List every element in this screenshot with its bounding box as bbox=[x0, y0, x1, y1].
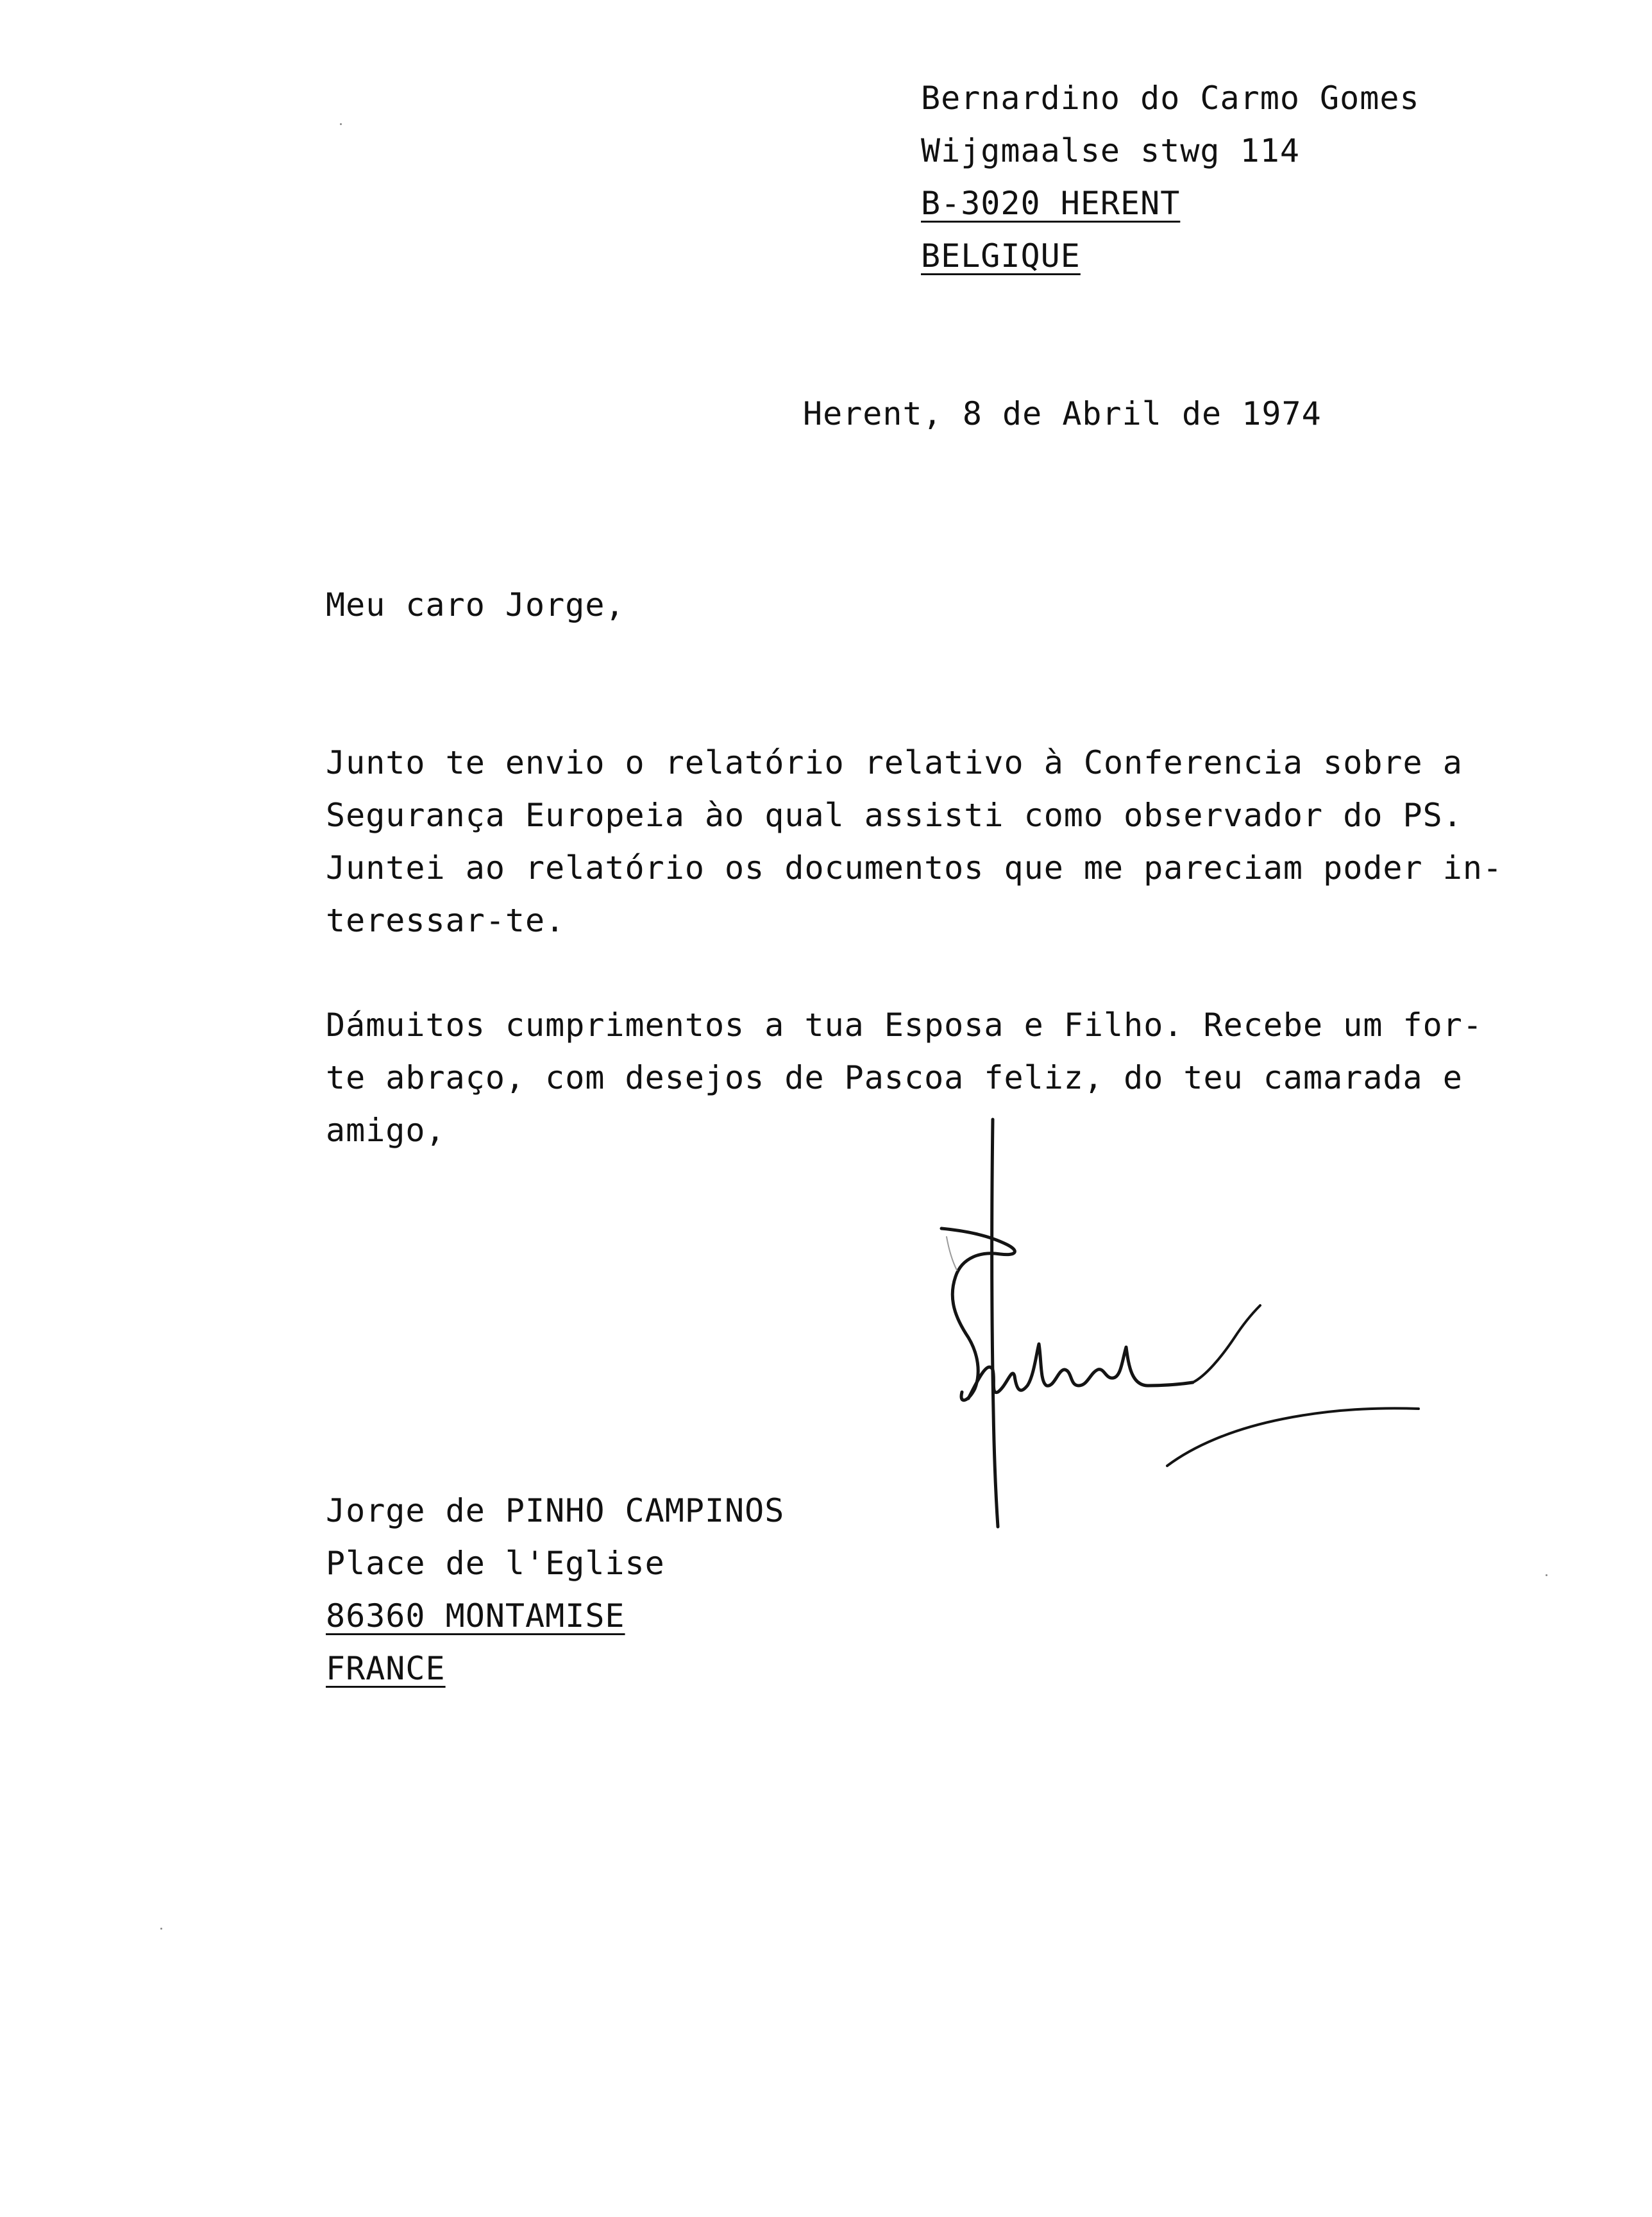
sender-name: Bernardino do Carmo Gomes bbox=[921, 80, 1420, 117]
paragraph2-line: Dámuitos cumprimentos a tua Esposa e Filho. Recebe um for- bbox=[326, 1007, 1483, 1044]
paragraph1-line: Segurança Europeia ào qual assisti como observador do PS. bbox=[326, 797, 1463, 834]
paragraph1-line: Juntei ao relatório os documentos que me pareciam poder in- bbox=[326, 849, 1503, 887]
scan-speck bbox=[1546, 1574, 1547, 1576]
sender-city: B-3020 HERENT bbox=[921, 185, 1181, 222]
recipient-street: Place de l'Eglise bbox=[326, 1545, 665, 1582]
paragraph2-line: te abraço, com desejos de Pascoa feliz, do teu camarada e bbox=[326, 1059, 1463, 1096]
recipient-city: 86360 MONTAMISE bbox=[326, 1597, 625, 1635]
scan-speck bbox=[160, 1928, 162, 1930]
paragraph1-line: teressar-te. bbox=[326, 902, 566, 939]
sender-street: Wijgmaalse stwg 114 bbox=[921, 132, 1300, 169]
salutation: Meu caro Jorge, bbox=[326, 586, 625, 624]
scan-speck bbox=[340, 123, 342, 125]
recipient-name: Jorge de PINHO CAMPINOS bbox=[326, 1492, 785, 1529]
paragraph1-line: Junto te envio o relatório relativo à Conferencia sobre a bbox=[326, 744, 1463, 781]
recipient-country: FRANCE bbox=[326, 1650, 446, 1687]
date-line: Herent, 8 de Abril de 1974 bbox=[803, 395, 1322, 432]
paragraph2-line: amigo, bbox=[326, 1112, 446, 1149]
sender-country: BELGIQUE bbox=[921, 237, 1081, 275]
